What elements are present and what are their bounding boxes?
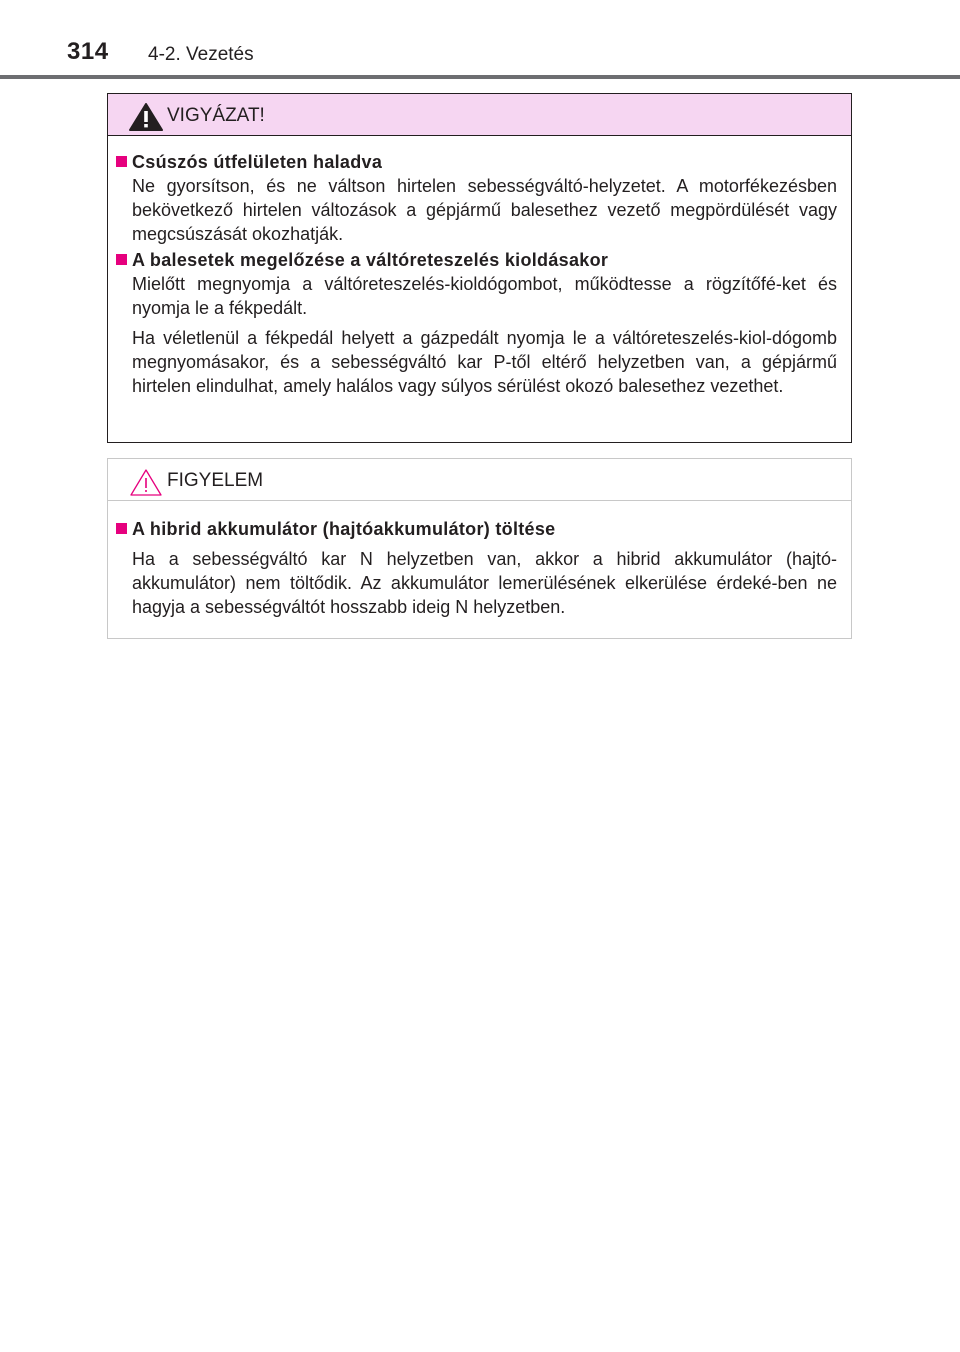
caution-item-paragraph: Mielőtt megnyomja a váltóreteszelés-kioldógombot, működtesse a rögzítőfé-ket és nyomja le a fékpedált. bbox=[132, 274, 837, 318]
caution-body bbox=[108, 136, 851, 398]
notice-item-paragraph: Ha a sebességváltó kar N helyzetben van, akkor a hibrid akkumulátor (hajtó-akkumulátor) nem töltődik. Az akkumulátor lemerülésének elkerülése érdeké-ben ne hagyja a sebességváltót hosszabb ideig N helyzetben. bbox=[132, 549, 837, 617]
caution-item-title-wrap bbox=[132, 248, 837, 272]
caution-item-title-wrap bbox=[132, 150, 837, 174]
bullet-square bbox=[116, 254, 127, 265]
page-number: 314 bbox=[67, 38, 109, 65]
caution-item-title: A balesetek megelőzése a váltóreteszelés kioldásakor bbox=[132, 250, 609, 270]
notice-item-title: A hibrid akkumulátor (hajtóakkumulátor) töltése bbox=[132, 519, 556, 539]
bullet-square bbox=[116, 156, 127, 167]
header-rule bbox=[0, 75, 960, 79]
bullet-square bbox=[116, 523, 127, 534]
caution-box bbox=[107, 93, 852, 443]
caution-header bbox=[108, 94, 851, 136]
caution-item bbox=[115, 150, 837, 246]
caution-item bbox=[115, 248, 837, 398]
notice-item-title-wrap bbox=[132, 517, 837, 541]
notice-label: FIGYELEM bbox=[167, 470, 264, 491]
notice-header bbox=[108, 459, 851, 501]
warning-triangle-filled-icon bbox=[128, 102, 164, 132]
warning-triangle-outline-icon bbox=[128, 467, 164, 497]
chapter-title: 4-2. Vezetés bbox=[148, 44, 254, 65]
notice-item bbox=[115, 517, 837, 619]
caution-label: VIGYÁZAT! bbox=[167, 105, 265, 126]
caution-item-paragraph: Ne gyorsítson, és ne váltson hirtelen sebességváltó-helyzetet. A motorfékezésben bekövetkező hirtelen változások a gépjármű balesethez vezető megpördülését vagy megcsúszását okozhatják. bbox=[132, 176, 837, 244]
caution-item-paragraph: Ha véletlenül a fékpedál helyett a gázpedált nyomja le a váltóreteszelés-kiol-dógomb megnyomásakor, és a sebességváltó kar P-től eltérő helyzetben van, a gépjármű hirtelen elindulhat, amely halálos vagy súlyos sérülést okozó balesethez vezethet. bbox=[132, 328, 837, 396]
caution-item-title: Csúszós útfelületen haladva bbox=[132, 152, 383, 172]
notice-body bbox=[108, 501, 851, 619]
notice-box bbox=[107, 458, 852, 639]
